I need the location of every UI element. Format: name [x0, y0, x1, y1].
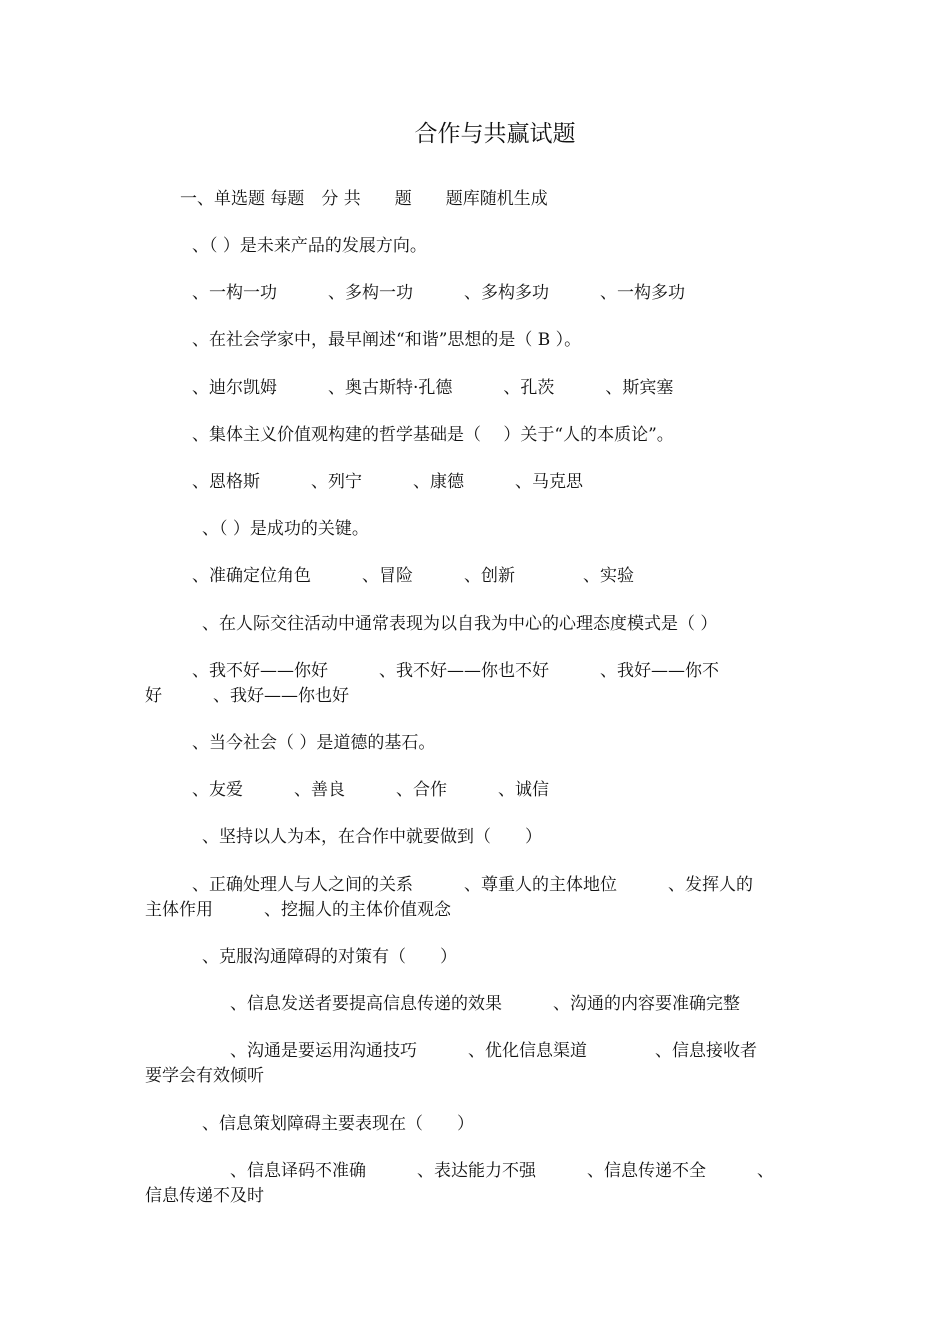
- question-1-options: 、一构一功 、多构一功 、多构多功 、一构多功: [192, 283, 685, 303]
- question-5-options: 、我不好——你好 、我不好——你也不好 、我好——你不: [192, 661, 719, 681]
- question-6-options: 、友爱 、善良 、合作 、诚信: [192, 780, 549, 800]
- question-9: 、信息策划障碍主要表现在（ ）: [202, 1114, 474, 1134]
- question-2-options: 、迪尔凯姆 、奥古斯特·孔德 、孔茨 、斯宾塞: [192, 378, 674, 398]
- question-7-options-cont: 主体作用 、挖掘人的主体价值观念: [145, 900, 451, 920]
- question-9-options: 、信息译码不准确 、表达能力不强 、信息传递不全 、: [230, 1161, 774, 1181]
- question-5: 、在人际交往活动中通常表现为以自我为中心的心理态度模式是（ ）: [202, 614, 718, 634]
- question-8-options-2: 、沟通是要运用沟通技巧 、优化信息渠道 、信息接收者: [230, 1041, 757, 1061]
- question-4: 、（ ）是成功的关键。: [202, 519, 369, 539]
- question-1: 、（ ）是未来产品的发展方向。: [192, 236, 427, 256]
- question-9-options-cont: 信息传递不及时: [145, 1186, 264, 1206]
- document-title: 合作与共赢试题: [414, 121, 576, 147]
- question-8-options-cont: 要学会有效倾听: [145, 1066, 264, 1086]
- question-6: 、当今社会（ ）是道德的基石。: [192, 733, 436, 753]
- question-8-options: 、信息发送者要提高信息传递的效果 、沟通的内容要准确完整: [230, 994, 740, 1014]
- section-heading: 一、单选题 每题 分 共 题 题库随机生成: [180, 189, 548, 209]
- question-4-options: 、准确定位角色 、冒险 、创新 、实验: [192, 566, 634, 586]
- question-5-options-cont: 好 、我好——你也好: [145, 686, 349, 706]
- question-7-options: 、正确处理人与人之间的关系 、尊重人的主体地位 、发挥人的: [192, 875, 753, 895]
- question-7: 、坚持以人为本，在合作中就要做到（ ）: [202, 827, 542, 847]
- question-3: 、集体主义价值观构建的哲学基础是（ ）关于“人的本质论”。: [192, 425, 674, 445]
- question-2: 、在社会学家中，最早阐述“和谐”思想的是（ B ）。: [192, 330, 582, 350]
- question-3-options: 、恩格斯 、列宁 、康德 、马克思: [192, 472, 583, 492]
- question-8: 、克服沟通障碍的对策有（ ）: [202, 947, 457, 967]
